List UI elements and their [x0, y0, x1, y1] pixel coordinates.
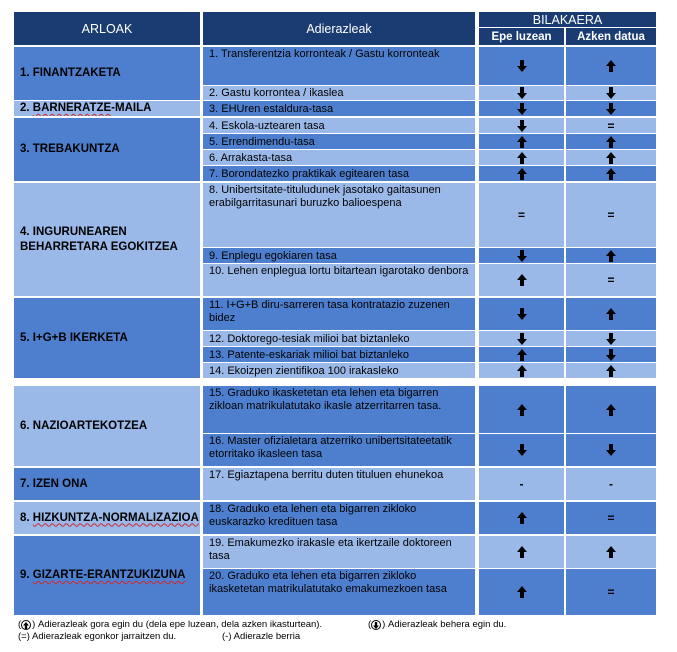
header-last-data-label: Azken datua — [577, 30, 645, 43]
arrow-up-icon — [606, 152, 616, 164]
indicator-label: 18. Graduko eta lehen eta bigarren zikloko euskarazko kredituen tasa — [209, 503, 417, 528]
legend-down: ( ) Adierazleak behera egin du. — [368, 619, 507, 630]
indicator-label: 16. Master ofizialetara atzerriko unibertsitateetatik etorritako ikasleen tasa — [209, 435, 452, 460]
trend-long-term — [479, 434, 564, 466]
trend-long-term — [479, 183, 564, 247]
header-indicators — [203, 12, 475, 45]
arrow-up-icon — [606, 404, 616, 416]
arrow-up-icon — [606, 168, 616, 180]
trend-long-term — [479, 166, 564, 181]
trend-last-data — [566, 569, 656, 615]
trend-long-term — [479, 248, 564, 263]
legend-up: ( ) Adierazleak gora egin du (dela epe luzean, dela azken ikasturtean). — [18, 619, 323, 630]
area-label: 3. TREBAKUNTZA — [20, 143, 120, 156]
trend-long-term — [479, 386, 564, 433]
arrow-up-icon — [606, 136, 616, 148]
indicator-cell — [203, 166, 475, 181]
indicator-cell — [203, 47, 475, 85]
arrow-up-icon — [606, 60, 616, 72]
trend-long-term — [479, 298, 564, 330]
trend-last-data — [566, 118, 656, 133]
arrow-down-icon — [606, 349, 616, 361]
area-label: 2. BARNERATZE-MAILA — [20, 102, 152, 115]
area-label: 5. I+G+B IKERKETA — [20, 331, 128, 344]
area-cell — [14, 502, 200, 534]
trend-last-data — [566, 502, 656, 534]
trend-symbol: = — [517, 208, 525, 222]
trend-last-data — [566, 101, 656, 116]
area-cell — [14, 536, 200, 615]
arrow-down-icon — [371, 620, 381, 630]
indicator-label: 8. Unibertsitate-tituludunek jasotako gaitasunen erabilgarritasunari buruzko balioespena — [209, 184, 441, 209]
legend-up-text: Adierazleak gora egin du (dela epe luzean, dela azken ikasturtean). — [37, 619, 323, 630]
arrow-down-icon — [606, 103, 616, 115]
trend-symbol: - — [519, 477, 524, 491]
indicator-label: 14. Ekoizpen zientifikoa 100 irakasleko — [209, 364, 399, 377]
indicator-label: 19. Emakumezko irakasle eta ikertzaile doktoreen tasa — [209, 537, 452, 562]
header-last-data — [566, 28, 656, 45]
area-label: 6. NAZIOARTEKOTZEA — [20, 419, 148, 432]
area-label: 9. GIZARTE-ERANTZUKIZUNA — [20, 569, 186, 582]
indicator-label: 20. Graduko eta lehen eta bigarren zikloko ikasketetan matrikulatutako emakumezkoen tasa — [209, 570, 447, 595]
arrow-up-icon — [517, 512, 527, 524]
trend-long-term — [479, 47, 564, 85]
arrow-down-icon — [517, 444, 527, 456]
header-areas-label: ARLOAK — [81, 21, 133, 36]
trend-symbol: = — [607, 273, 615, 287]
trend-last-data — [566, 134, 656, 149]
arrow-up-icon — [517, 349, 527, 361]
indicator-cell — [203, 331, 475, 346]
trend-last-data — [566, 47, 656, 85]
indicator-cell — [203, 386, 475, 433]
trend-long-term — [479, 118, 564, 133]
arrow-up-icon — [517, 274, 527, 286]
indicator-label: 12. Doktorego-tesiak milioi bat biztanleko — [209, 332, 410, 345]
indicator-cell — [203, 118, 475, 133]
arrow-up-icon — [517, 365, 527, 377]
legend — [18, 619, 658, 643]
indicator-cell — [203, 150, 475, 165]
arrow-down-icon — [606, 87, 616, 99]
arrow-up-icon — [606, 365, 616, 377]
area-cell — [14, 183, 200, 296]
area-label: 1. FINANTZAKETA — [20, 67, 121, 80]
area-cell — [14, 386, 200, 466]
indicator-cell — [203, 183, 475, 247]
arrow-down-icon — [606, 444, 616, 456]
arrow-down-icon — [517, 103, 527, 115]
area-cell — [14, 118, 200, 181]
trend-last-data — [566, 536, 656, 568]
area-label: 8. HIZKUNTZA-NORMALIZAZIOA — [20, 511, 199, 524]
indicator-cell — [203, 264, 475, 296]
trend-last-data — [566, 347, 656, 362]
trend-long-term — [479, 569, 564, 615]
header-evolution — [479, 12, 656, 27]
arrow-up-icon — [606, 546, 616, 558]
indicator-label: 15. Graduko ikasketetan eta lehen eta bigarren zikloan matrikulatutako ikasle atzerritarren tasa. — [209, 387, 442, 412]
arrow-down-icon — [606, 333, 616, 345]
indicator-cell — [203, 434, 475, 466]
arrow-up-icon — [517, 152, 527, 164]
legend-down-text: Adierazleak behera egin du. — [387, 619, 507, 630]
indicator-cell — [203, 347, 475, 362]
indicator-label: 5. Errendimendu-tasa — [209, 135, 315, 148]
trend-last-data — [566, 166, 656, 181]
trend-symbol: - — [609, 477, 613, 491]
area-label: 7. IZEN ONA — [20, 477, 88, 490]
indicator-label: 1. Transferentzia korronteak / Gastu korronteak — [209, 48, 440, 60]
trend-long-term — [479, 134, 564, 149]
indicator-label: 2. Gastu korrontea / ikaslea — [209, 87, 344, 100]
header-long-term-label: Epe luzean — [491, 30, 552, 43]
arrow-up-icon — [517, 546, 527, 558]
arrow-up-icon — [517, 586, 527, 598]
indicator-label: 11. I+G+B diru-sarreren tasa kontratazio zuzenen bidez — [209, 299, 450, 324]
trend-last-data — [566, 298, 656, 330]
trend-symbol: = — [607, 208, 615, 222]
indicator-label: 10. Lehen enplegua lortu bitartean igarotako denbora — [209, 265, 469, 277]
indicator-label: 17. Egiaztapena berritu duten tituluen ehunekoa — [209, 469, 444, 481]
area-cell — [14, 298, 200, 378]
trend-last-data — [566, 468, 656, 500]
arrow-down-icon — [517, 333, 527, 345]
trend-last-data — [566, 248, 656, 263]
area-label: 4. INGURUNEAREN BEHARRETARA EGOKITZEA — [20, 225, 178, 253]
arrow-down-icon — [517, 250, 527, 262]
area-cell — [14, 101, 200, 116]
arrow-up-icon — [517, 136, 527, 148]
trend-last-data — [566, 434, 656, 466]
trend-symbol: = — [607, 585, 615, 599]
trend-last-data — [566, 386, 656, 433]
indicator-cell — [203, 248, 475, 263]
indicator-cell — [203, 101, 475, 116]
header-areas — [14, 12, 200, 45]
header-evolution-label: BILAKAERA — [532, 12, 603, 27]
header-long-term — [479, 28, 564, 45]
area-cell — [14, 468, 200, 500]
trend-long-term — [479, 363, 564, 378]
indicator-cell — [203, 468, 475, 500]
indicators-table — [14, 12, 660, 616]
trend-last-data — [566, 183, 656, 247]
trend-long-term — [479, 101, 564, 116]
indicator-cell — [203, 86, 475, 100]
trend-symbol: = — [607, 118, 615, 133]
indicator-cell — [203, 502, 475, 534]
arrow-up-icon — [606, 308, 616, 320]
trend-long-term — [479, 502, 564, 534]
trend-long-term — [479, 468, 564, 500]
arrow-up-icon — [517, 404, 527, 416]
legend-new: (-) Adierazle berria — [222, 631, 301, 642]
indicator-cell — [203, 363, 475, 378]
trend-last-data — [566, 264, 656, 296]
trend-long-term — [479, 86, 564, 100]
trend-long-term — [479, 536, 564, 568]
indicator-cell — [203, 298, 475, 330]
indicator-label: 3. EHUren estaldura-tasa — [209, 102, 334, 115]
trend-long-term — [479, 264, 564, 296]
indicator-label: 4. Eskola-uztearen tasa — [209, 119, 325, 132]
arrow-up-icon — [21, 620, 31, 630]
trend-long-term — [479, 150, 564, 165]
trend-last-data — [566, 363, 656, 378]
trend-last-data — [566, 331, 656, 346]
indicator-cell — [203, 569, 475, 615]
indicator-cell — [203, 134, 475, 149]
arrow-down-icon — [517, 87, 527, 99]
trend-long-term — [479, 347, 564, 362]
arrow-down-icon — [517, 120, 527, 132]
trend-last-data — [566, 150, 656, 165]
trend-symbol: = — [607, 511, 615, 525]
indicator-label: 13. Patente-eskariak milioi bat biztanleko — [209, 348, 409, 361]
arrow-down-icon — [517, 60, 527, 72]
trend-long-term — [479, 331, 564, 346]
trend-last-data — [566, 86, 656, 100]
header-indicators-label: Adierazleak — [306, 21, 372, 36]
arrow-down-icon — [517, 308, 527, 320]
indicator-label: 9. Enplegu egokiaren tasa — [209, 249, 337, 262]
arrow-up-icon — [606, 250, 616, 262]
legend-equal: (=) Adierazleak egonkor jarraitzen du. — [18, 631, 177, 642]
indicator-label: 7. Borondatezko praktikak egitearen tasa — [209, 167, 409, 180]
area-cell — [14, 47, 200, 100]
indicator-label: 6. Arrakasta-tasa — [209, 151, 293, 164]
indicator-cell — [203, 536, 475, 568]
arrow-up-icon — [517, 168, 527, 180]
